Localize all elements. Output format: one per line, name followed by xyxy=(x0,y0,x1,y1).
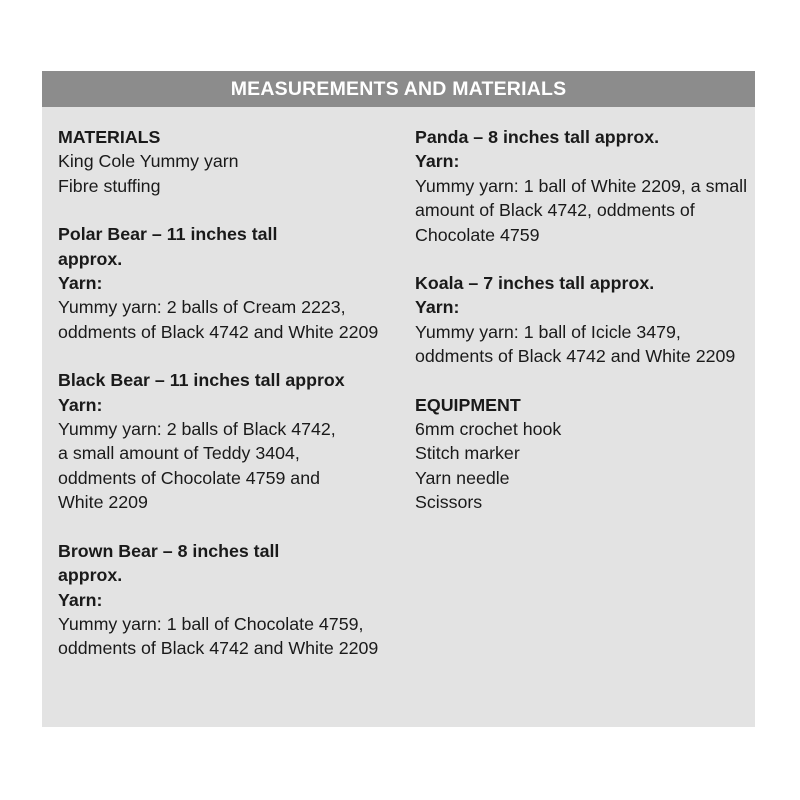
polar-bear-yarn-label: Yarn: xyxy=(58,273,103,294)
right-column xyxy=(415,125,750,539)
koala-title: Koala – 7 inches tall approx. xyxy=(415,273,655,294)
materials-panel xyxy=(42,71,755,727)
materials-line: Fibre stuffing xyxy=(58,175,161,196)
brown-bear-section xyxy=(58,539,398,661)
black-bear-title: Black Bear – 11 inches tall approx xyxy=(58,370,345,391)
equipment-line: Scissors xyxy=(415,492,483,513)
left-column xyxy=(58,125,398,685)
equipment-section xyxy=(415,393,750,515)
panda-yarn-text: Yummy yarn: 1 ball of White 2209, a small amount of Black 4742, oddments of Chocolate 4759 xyxy=(415,175,748,245)
koala-yarn-text: Yummy yarn: 1 ball of Icicle 3479, oddments of Black 4742 and White 2209 xyxy=(415,321,736,367)
equipment-heading: EQUIPMENT xyxy=(415,394,521,415)
panda-section xyxy=(415,125,750,247)
equipment-line: Yarn needle xyxy=(415,467,510,488)
black-bear-yarn-text: Yummy yarn: 2 balls of Black 4742, a small amount of Teddy 3404, oddments of Chocolate 4759 and White 2209 xyxy=(58,419,336,513)
equipment-line: 6mm crochet hook xyxy=(415,419,562,440)
materials-section xyxy=(58,125,398,198)
panda-yarn-label: Yarn: xyxy=(415,151,460,172)
equipment-line: Stitch marker xyxy=(415,443,520,464)
brown-bear-yarn-label: Yarn: xyxy=(58,589,103,610)
koala-yarn-label: Yarn: xyxy=(415,297,460,318)
brown-bear-title: Brown Bear – 8 inches tall approx. xyxy=(58,540,280,586)
polar-bear-section xyxy=(58,222,398,344)
black-bear-yarn-label: Yarn: xyxy=(58,394,103,415)
materials-line: King Cole Yummy yarn xyxy=(58,151,239,172)
panda-title: Panda – 8 inches tall approx. xyxy=(415,127,660,147)
panel-title: MEASUREMENTS AND MATERIALS xyxy=(42,71,755,107)
materials-heading: MATERIALS xyxy=(58,127,161,147)
polar-bear-yarn-text: Yummy yarn: 2 balls of Cream 2223, oddments of Black 4742 and White 2209 xyxy=(58,297,379,342)
koala-section xyxy=(415,271,750,369)
brown-bear-yarn-text: Yummy yarn: 1 ball of Chocolate 4759, oddments of Black 4742 and White 2209 xyxy=(58,613,379,659)
polar-bear-title: Polar Bear – 11 inches tall approx. xyxy=(58,224,278,269)
black-bear-section xyxy=(58,368,398,514)
